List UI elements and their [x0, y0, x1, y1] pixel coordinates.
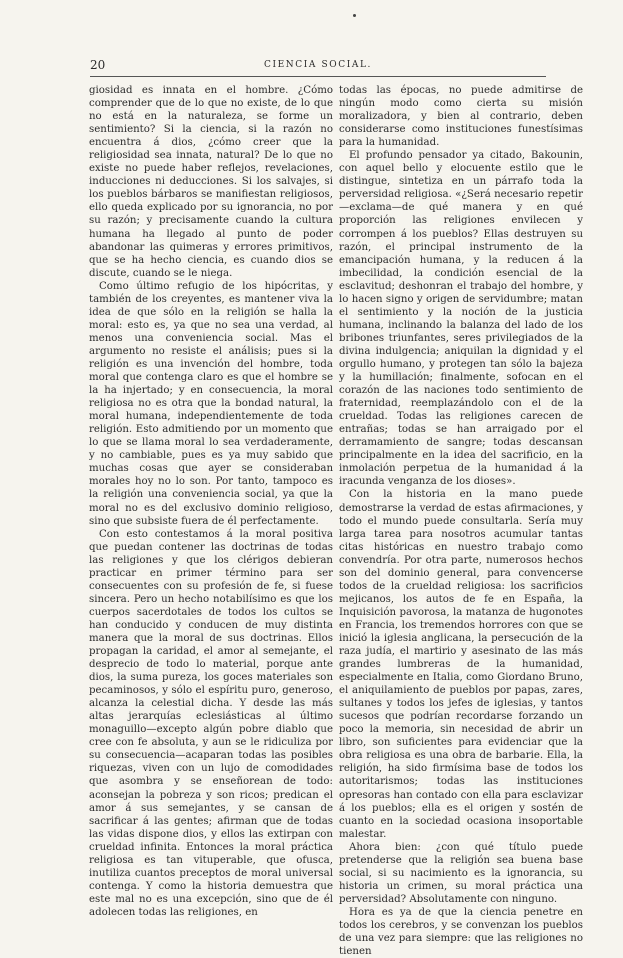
page-number: 20	[90, 58, 106, 72]
right-column	[339, 84, 583, 958]
page-header	[90, 58, 546, 77]
paragraph: El profundo pensador ya citado, Bakounin, con aquel bello y elocuente estilo que le distingue, sintetiza en un párrafo toda la perversidad religiosa. «¿Será necesario repetir—exclama—de qué manera y en qué proporción las religiones envilecen y corrompen á los pueblos? Ellas destruyen su razón, el principal instrumento de la emancipación humana, y la reducen á la imbecilidad, la condición esencial de la esclavitud; deshonran el trabajo del hombre, y lo hacen signo y origen de servidumbre; matan el sentimiento y la noción de la justicia humana, inclinando la balanza del lado de los bribones triunfantes, seres privilegiados de la divina indulgencia; aniquilan la dignidad y el orgullo humano, y protegen tan sólo la bajeza y la humillación; finalmente, sofocan en el corazón de las naciones todo sentimiento de fraternidad, reemplazándolo con el de la crueldad. Todas las religiones carecen de entrañas; todas se han arraigado por el derramamiento de sangre; todas descansan principalmente en la idea del sacrificio, en la inmolación perpetua de la humanidad á la iracunda venganza de los dioses».	[339, 150, 583, 488]
running-title: CIENCIA SOCIAL.	[263, 60, 372, 70]
paragraph: Hora es ya de que la ciencia penetre en todos los cerebros, y se convenzan los pueblos de una vez para siempre: que las religiones no tienen	[339, 906, 583, 958]
paragraph: todas las épocas, no puede admitirse de ningún modo como cierta su misión moralizadora, y bien al contrario, deben considerarse como instituciones funestísimas para la humanidad.	[339, 85, 583, 149]
paragraph: Con esto contestamos á la moral positiva que puedan contener las doctrinas de todas las religiones y que los clérigos debieran practicar en primer término para ser consecuentes con su profesión de fe, si fuese sincera. Pero un hecho notabilísimo es que los cuerpos sacerdotales de todos los cultos se han conducido y conducen de muy distinta manera que la moral de sus doctrinas. Ellos propagan la caridad, el amor al semejante, el desprecio de todo lo material, porque ante dios, la suma pureza, los goces materiales son pecaminosos, y sólo el espíritu puro, generoso, alcanza la celestial dicha. Y desde las más altas jerarquías eclesiásticas al último monaguillo—excepto algún pobre diablo que cree con fe absoluta, y aun se le ridiculiza por su consecuencia—acaparan todas las posibles riquezas, viven con un lujo de comodidades que asombra y se enseñorean de todo: aconsejan la pobreza y son ricos; predican el amor á sus semejantes, y se cansan de sacrificar á las gentes; afirman que de todas las vidas dispone dios, y ellos las extirpan con crueldad infinita. Entonces la moral práctica religiosa es tan vituperable, que ofusca, inutiliza cuantos preceptos de moral universal contenga. Y como la historia demuestra que este mal no es una excepción, sino que de él adolecen todas las religiones, en	[89, 528, 333, 918]
paragraph: giosidad es innata en el hombre. ¿Cómo comprender que de lo que no existe, de lo que no está en la naturaleza, se forme un sentimiento? Si la ciencia, si la razón no encuentra á dios, ¿cómo creer que la religiosidad sea innata, natural? De lo que no existe no puede haber reflejos, revelaciones, inducciones ni deducciones. Si los salvajes, si los pueblos bárbaros se manifiestan religiosos, ello queda explicado por su ignorancia, no por su razón; y precisamente cuando la cultura humana ha llegado al punto de poder abandonar las quimeras y errores primitivos, que se ha hecho ciencia, es cuando dios se discute, cuando se le niega.	[89, 85, 333, 279]
paragraph: Ahora bien: ¿con qué título puede pretenderse que la religión sea buena base social, si su nacimiento es la ignorancia, su historia un crimen, su moral práctica una perversidad? Absolutamente con ninguno.	[339, 841, 583, 905]
print-speck	[353, 14, 356, 17]
paragraph: Como último refugio de los hipócritas, y también de los creyentes, es mantener viva la idea de que sólo en la religión se halla la moral: esto es, ya que no sea una verdad, al menos una conveniencia social. Mas el argumento no resiste el análisis; pues si la religión es una invención del hombre, toda moral que contenga claro es que el hombre se la ha injertado; y en consecuencia, la moral religiosa no es otra que la bondad natural, la moral humana, independientemente de toda religión. Esto admitiendo por un momento que lo que se llama moral lo sea verdaderamente, y no cambiable, pues es ya muy sabido que muchas cosas que ayer se consideraban morales hoy no lo son. Por tanto, tampoco es la religión una conveniencia social, ya que la moral no es del exclusivo dominio religioso, sino que subsiste fuera de él perfectamente.	[89, 280, 333, 527]
paragraph: Con la historia en la mano puede demostrarse la verdad de estas afirmaciones, y todo el mundo puede consultarla. Sería muy larga tarea para nosotros acumular tantas citas históricas en nuestro trabajo como convendría. Por otra parte, numerosos hechos son del dominio general, para convencerse todos de la crueldad religiosa: los sacrificios mejicanos, los autos de fe en España, la Inquisición pavorosa, la matanza de hugonotes en Francia, los tremendos horrores con que se inició la iglesia anglicana, la persecución de la raza judía, el martirio y asesinato de las más grandes lumbreras de la humanidad, especialmente en Italia, como Giordano Bruno, el aniquilamiento de pueblos por papas, zares, sultanes y todos los jefes de iglesias, y tantos sucesos que podrían recordarse forzando un poco la memoria, sin necesidad de abrir un libro, son suficientes para evidenciar que la obra religiosa es una obra de barbarie. Ella, la religión, ha sido firmísima base de todos los autoritarismos; todas las instituciones opresoras han contado con ella para esclavizar á los pueblos; ella es el origen y sostén de cuanto en la sociedad ocasiona insoportable malestar.	[339, 489, 583, 840]
left-column	[89, 84, 333, 919]
